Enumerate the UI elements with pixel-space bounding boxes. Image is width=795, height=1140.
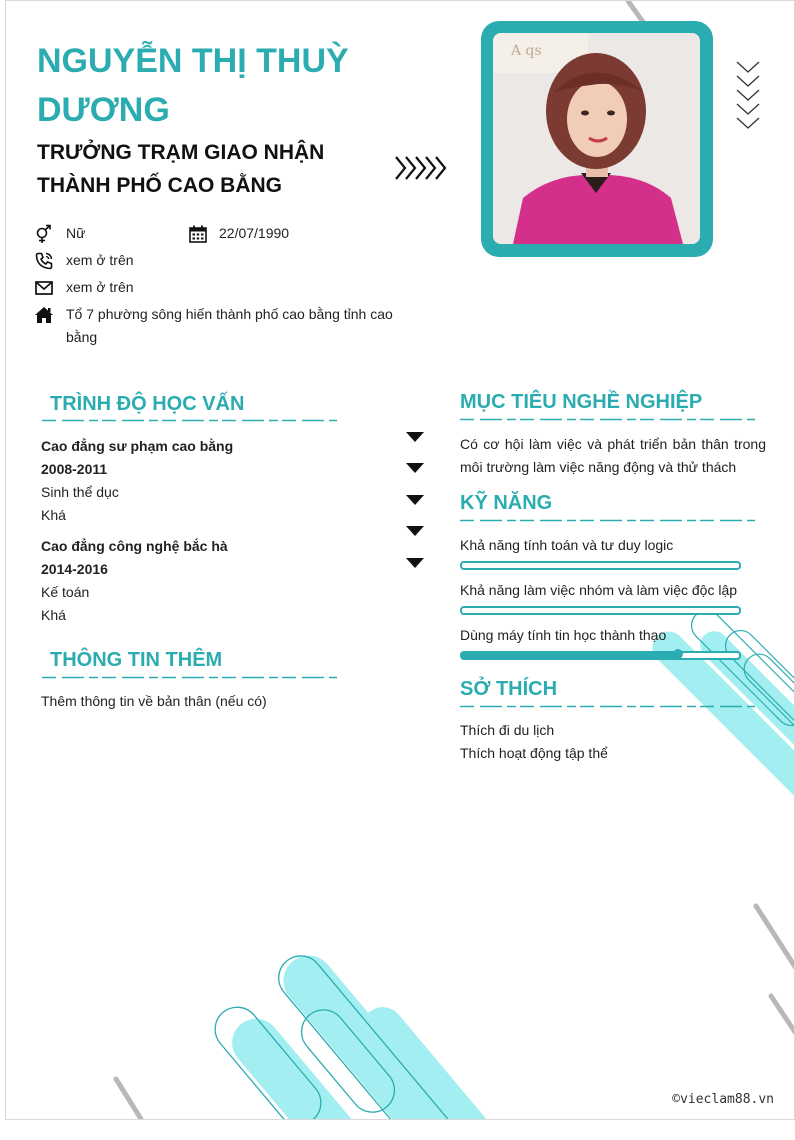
gender-icon bbox=[34, 224, 54, 244]
hobbies-title: SỞ THÍCH bbox=[460, 678, 558, 700]
education-major: Kế toán bbox=[41, 584, 90, 600]
objective-divider bbox=[460, 418, 755, 421]
education-grade: Khá bbox=[41, 507, 66, 523]
triangle-down-icon bbox=[406, 463, 424, 473]
skill-bar bbox=[460, 606, 741, 615]
education-school: Cao đẳng sư phạm cao bằng bbox=[41, 438, 234, 454]
profile-photo-frame bbox=[481, 21, 713, 257]
skills-divider bbox=[460, 519, 755, 522]
education-grade: Khá bbox=[41, 607, 66, 623]
skill-bar bbox=[460, 561, 741, 570]
skills-title: KỸ NĂNG bbox=[460, 492, 553, 514]
education-years: 2008-2011 bbox=[41, 461, 108, 477]
additional-title: THÔNG TIN THÊM bbox=[50, 649, 223, 671]
objective-title: MỤC TIÊU NGHỀ NGHIỆP bbox=[460, 391, 703, 413]
additional-text: Thêm thông tin về bản thân (nếu có) bbox=[41, 693, 267, 709]
candidate-name: NGUYỄN THỊ THUỲ DƯƠNG bbox=[37, 42, 349, 129]
watermark: ©vieclam88.vn bbox=[672, 1092, 774, 1107]
skill-label: Khả năng làm việc nhóm và làm việc độc lập bbox=[460, 582, 738, 598]
chevrons-down-icon bbox=[735, 59, 761, 129]
hobby-item: Thích hoạt động tập thể bbox=[460, 745, 608, 761]
skill-bar-fill bbox=[462, 653, 678, 658]
gender-value: Nữ bbox=[66, 225, 86, 241]
cv-page bbox=[5, 0, 795, 1120]
home-icon bbox=[34, 305, 54, 325]
email-value: xem ở trên bbox=[66, 279, 134, 295]
email-icon bbox=[34, 278, 54, 298]
hobbies-divider bbox=[460, 705, 755, 708]
education-divider bbox=[42, 419, 337, 422]
phone-icon bbox=[34, 251, 54, 271]
chevrons-right-icon bbox=[394, 154, 448, 182]
hobby-item: Thích đi du lịch bbox=[460, 722, 555, 738]
address-value: Tổ 7 phường sông hiến thành phố cao bằng tỉnh cao bằng bbox=[66, 306, 393, 345]
triangle-down-icon bbox=[406, 526, 424, 536]
education-major: Sinh thể dục bbox=[41, 484, 119, 500]
skill-bar-knob bbox=[673, 649, 683, 659]
education-years: 2014-2016 bbox=[41, 561, 108, 577]
objective-text: Có cơ hội làm việc và phát triển bản thân trong môi trường làm việc năng động và thử thách bbox=[460, 436, 766, 475]
calendar-icon bbox=[188, 224, 208, 244]
education-school: Cao đẳng công nghệ bắc hà bbox=[41, 538, 228, 554]
profile-photo bbox=[493, 33, 700, 244]
triangle-down-icon bbox=[406, 432, 424, 442]
additional-divider bbox=[42, 676, 337, 679]
skill-label: Khả năng tính toán và tư duy logic bbox=[460, 537, 674, 553]
skill-label: Dùng máy tính tin học thành thạo bbox=[460, 627, 667, 643]
triangle-down-icon bbox=[406, 495, 424, 505]
birthdate-value: 22/07/1990 bbox=[219, 225, 290, 241]
triangle-down-icon bbox=[406, 558, 424, 568]
skill-bar bbox=[460, 651, 741, 660]
job-title: TRƯỞNG TRẠM GIAO NHẬN THÀNH PHỐ CAO BẰNG bbox=[37, 141, 325, 197]
phone-value: xem ở trên bbox=[66, 252, 134, 268]
education-title: TRÌNH ĐỘ HỌC VẤN bbox=[50, 393, 245, 415]
svg-text:A qs: A qs bbox=[511, 43, 542, 59]
